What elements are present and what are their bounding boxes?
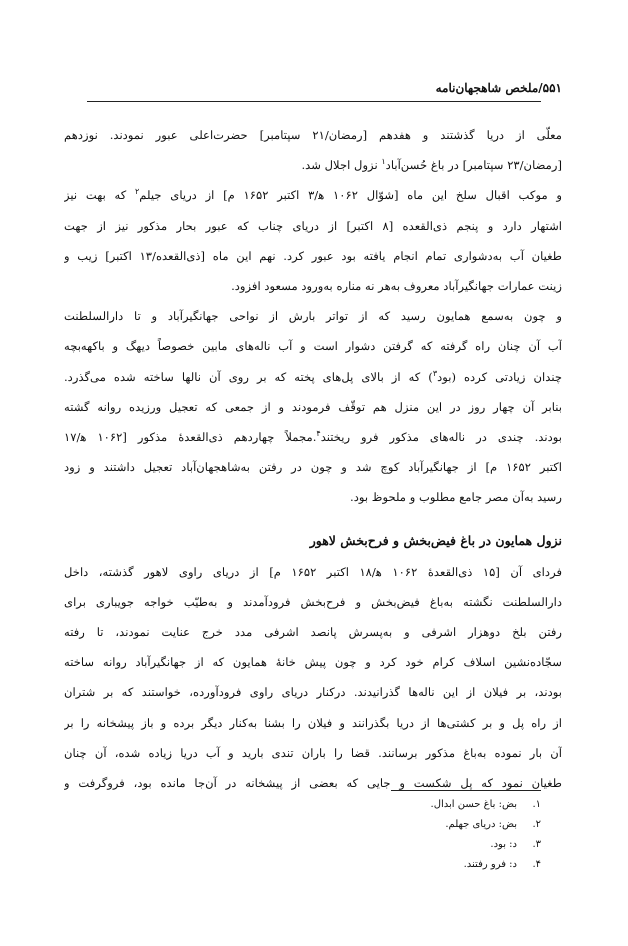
text-line: چندان زیادتی کرده (بود$^۳$) که از بالای پل‌های پخته که بر روی آن نالها ساخته شده می‌گذرد.: [64, 368, 562, 384]
text-line: رفتن بلخ دوهزار اشرفی و به‌پسرش پانصد اشرفی مدد خرج عنایت نمودند، تا رفته: [64, 625, 562, 639]
text-line: طغیان آب به‌دشواری تمام انجام یافته بود عبور کرد. نهم این ماه [ذی‌القعده/۱۳ اکتبر] زیب و: [64, 248, 562, 263]
footnote-number: ۴.: [532, 859, 541, 870]
section-heading: نزول همایون در باغ فیض‌بخش و فرح‌بخش لاهور: [309, 533, 562, 549]
footnote-3: [241, 835, 541, 855]
text-line: دارالسلطنت نگشته به‌باغ فیض‌بخش و فرح‌بخش فرودآمدند و به‌طیّب خواجه جویباری برای: [64, 594, 562, 609]
footnote-1: [241, 795, 541, 815]
footnote-ref-1[interactable]: ۱: [381, 157, 386, 167]
text-line: آب آن چنان راه گرفته که گرفتن دشوار است و آب ناله‌های مابین خصوصاً دیهگ و باکهه‌بچه: [64, 339, 562, 354]
text-line: رسید به‌آن مصر جامع مطلوب و ملحوظ بود.: [350, 490, 562, 505]
text-line: بنابر آن چهار روز در این منزل هم توقّف فرمودند و از جمعی که تعجیل ورزیده روانه گشته: [64, 399, 562, 414]
text-line: معلّی از دریا گذشتند و هفدهم [رمضان/۲۱ سپتامبر] حضرت‌اعلی عبور نمودند. نوزدهم: [64, 128, 562, 142]
footnote-text: بض: دریای جهلم.: [445, 819, 517, 830]
footnote-number: ۳.: [532, 839, 541, 850]
page-body: [64, 120, 562, 798]
text-line: و چون به‌سمع همایون رسید که از تواتر بارش از نواحی جهانگیرآباد و تا دارالسلطنت: [64, 309, 562, 324]
paragraph-2: [64, 180, 562, 301]
section-gap: [64, 512, 562, 526]
text-line: فردای آن [۱۵ ذی‌القعدهٔ ۱۰۶۲ ه‍/۱۸ اکتبر ۱۶۵۲ م] از دریای راوی لاهور گذشته، داخل: [64, 564, 562, 579]
text-line: زینت عمارات جهانگیرآباد معروف به‌هر نه مناره به‌ورود مسعود افزود.: [231, 278, 562, 293]
footnote-ref-3[interactable]: ۳: [432, 368, 438, 378]
paragraph-3: [64, 301, 562, 512]
footnote-2: [241, 815, 541, 835]
text-line: طغیان نمود که پل شکست و جایی که بعضی از پیشخانه در آن‌جا مانده بود، فروگرفت و: [64, 775, 562, 790]
text-line: اشتهار دارد و پنجم ذی‌القعده [۸ اکتبر] از دریای چناب که عبور بحار مذکور نیز از جهت: [64, 218, 562, 233]
paragraph-1: [64, 120, 562, 180]
text-line: بودند. چندی در ناله‌های مذکور فرو ریختند$^۴$.مجملاً چهاردهم ذی‌القعدهٔ مذکور [۱۰۶۲ ه‍/۱۷: [64, 429, 562, 444]
running-head: ۵۵۱/ملخص شاهجهان‌نامه: [435, 81, 562, 95]
footnote-ref-4[interactable]: ۴: [316, 429, 321, 439]
text-line: بودند، بر فیلان از این ناله‌ها گذرانیدند. درکنار دریای راوی فرودآورده، خواستند که بر شتران: [64, 685, 562, 700]
text-line: از راه پل و بر کشتی‌ها از دریا بگذرانند و فیلان را بشنا به‌کنار دیگر برده و باز پیشخانه را بر: [64, 715, 562, 730]
text-line: [رمضان/۲۳ سپتامبر] در باغ حُسن‌آباد$^۱$ نزول اجلال شد.: [301, 157, 562, 173]
text-line: آن بار نموده به‌باغ مذکور برسانند. قضا را باران تندی بارید و آب دریا زیاده شده، آن چنان: [64, 745, 562, 760]
footnote-text: د: بود.: [490, 839, 517, 850]
header-rule: [87, 101, 541, 102]
text-line: و موکب اقبال سلخ این ماه [شوّال ۱۰۶۲ ه‍/۳ اکتبر ۱۶۵۲ م] از دریای جیلم$^۲$ که بهت نیز: [64, 187, 562, 203]
footnote-text: د: فرو رفتند.: [463, 859, 517, 870]
paragraph-4: [64, 557, 562, 799]
footnote-ref-2[interactable]: ۲: [135, 187, 140, 197]
footnote-rule: [391, 790, 541, 791]
text-line: سجّاده‌نشین اسلاف کرام خود کرد و چون پیش خانهٔ همایون که از جهانگیرآباد روانه ساخته: [64, 655, 562, 670]
footnote-number: ۱.: [532, 799, 541, 810]
footnotes: [241, 795, 541, 875]
text-line: اکتبر ۱۶۵۲ م] از جهانگیرآباد کوچ شد و چون در رفتن به‌شاهجهان‌آباد تعجیل داشتند و زود: [64, 460, 562, 475]
footnote-4: [241, 855, 541, 875]
footnote-text: بض: باغ حسن ابدال.: [430, 799, 517, 810]
footnote-number: ۲.: [532, 819, 541, 830]
